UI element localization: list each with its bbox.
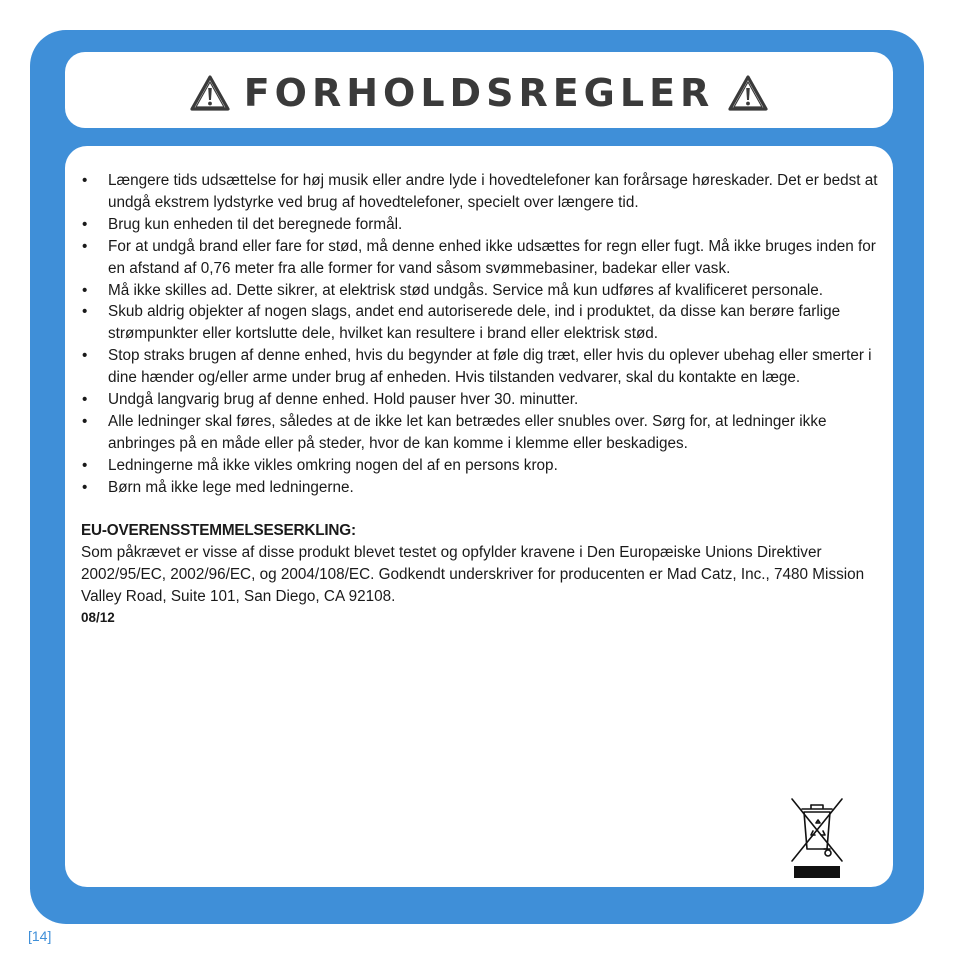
crossed-out-wheelie-bin-icon: [790, 797, 844, 879]
eu-declaration-body: Som påkrævet er visse af disse produkt blevet testet og opfylder kravene i Den Europæiske Unions Direktiver 2002/95/EC, 2002/96/EC, og 2004/108/EC. Godkendt underskriver for producenten er Mad Catz, Inc., 7480 Mission Valley Road, Suite 101, San Diego, CA 92108.: [81, 544, 865, 606]
warning-triangle-icon: [190, 75, 230, 111]
content-panel: [65, 146, 893, 887]
title-row: [190, 71, 769, 115]
bullet-marker: •: [82, 456, 88, 474]
content-body: [81, 170, 881, 628]
list-item-text: Længere tids udsættelse for høj musik eller andre lyde i hovedtelefoner kan forårsage høreskader. Det er bedst at undgå ekstrem lydstyrke ved brug af hovedtelefoner, specielt over længere tid.: [108, 172, 878, 211]
wheelie-bin-graphic: [790, 797, 844, 865]
list-item: [81, 389, 881, 411]
list-item: [81, 411, 881, 455]
bullet-marker: •: [82, 281, 88, 299]
page-number: [14]: [28, 928, 52, 944]
title-panel: [65, 52, 893, 128]
list-item-text: Stop straks brugen af denne enhed, hvis du begynder at føle dig træt, eller hvis du oplever ubehag eller smerter i dine hænder og/eller arme under brug af enheden. Hvis tilstanden vedvarer, skal du kontakte en læge.: [108, 347, 872, 387]
weee-bar: [794, 866, 840, 878]
list-item: [81, 301, 881, 345]
list-item-text: For at undgå brand eller fare for stød, må denne enhed ikke udsættes for regn eller fugt. Må ikke bruges inden for en afstand af 0,76 meter fra alle former for vand såsom svømmebasiner, badekar eller vask.: [108, 237, 876, 277]
list-item: [81, 477, 881, 499]
bullet-marker: •: [82, 215, 88, 233]
bullet-marker: •: [82, 237, 88, 255]
bullet-marker: •: [82, 347, 88, 365]
page-title: FORHOLDSREGLER: [243, 71, 715, 115]
list-item-text: Brug kun enheden til det beregnede formål.: [108, 215, 403, 233]
warning-triangle-icon: [728, 75, 768, 111]
list-item: [81, 170, 881, 214]
list-item-text: Skub aldrig objekter af nogen slags, andet end autoriserede dele, ind i produktet, da disse kan berøre farlige strømpunkter eller kortslutte dele, hvilket kan resultere i brand eller elektrisk stød.: [108, 303, 841, 343]
list-item-text: Undgå langvarig brug af denne enhed. Hold pauser hver 30. minutter.: [108, 391, 579, 409]
bullet-marker: •: [82, 172, 88, 189]
bullet-marker: •: [82, 478, 88, 496]
precautions-list: [81, 170, 881, 499]
list-item-text: Ledningerne må ikke vikles omkring nogen del af en persons krop.: [108, 456, 558, 474]
date-code: 08/12: [81, 610, 115, 626]
list-item-text: Må ikke skilles ad. Dette sikrer, at elektrisk stød undgås. Service må kun udføres af kvalificeret personale.: [108, 281, 823, 299]
bullet-marker: •: [82, 303, 88, 321]
bullet-marker: •: [82, 412, 88, 430]
list-item-text: Børn må ikke lege med ledningerne.: [108, 478, 354, 496]
list-item: [81, 236, 881, 280]
list-item-text: Alle ledninger skal føres, således at de ikke let kan betrædes eller snubles over. Sørg for, at ledninger ikke anbringes på en måde eller på steder, hvor de kan komme i klemme eller beskadiges.: [108, 412, 827, 452]
list-item: [81, 214, 881, 236]
eu-declaration-heading: EU-OVERENSSTEMMELSESERKLING:: [81, 522, 356, 540]
bullet-marker: •: [82, 391, 88, 409]
list-item: [81, 345, 881, 389]
list-item: [81, 455, 881, 477]
list-item: [81, 280, 881, 302]
